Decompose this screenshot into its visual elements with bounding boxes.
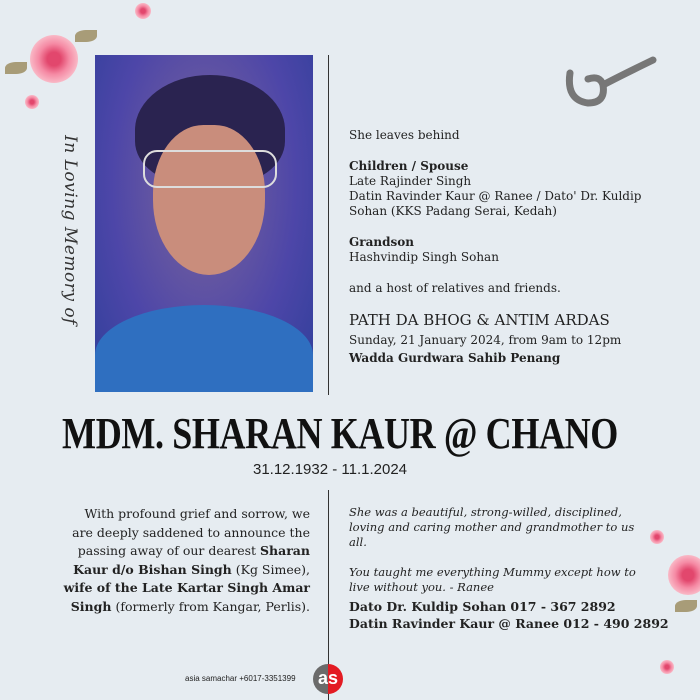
announce-part: (Kg Simee), [231, 561, 310, 577]
contacts [349, 598, 669, 632]
rose-decoration [30, 35, 78, 83]
contact-item: Dato Dr. Kuldip Sohan 017 - 367 2892 [349, 599, 616, 614]
relatives-text: and a host of relatives and friends. [349, 281, 561, 295]
tribute-line: You taught me everything Mummy except how to live without you. - Ranee [349, 565, 636, 594]
life-dates: 31.12.1932 - 11.1.2024 [252, 461, 408, 478]
child-item: Datin Ravinder Kaur @ Ranee / Dato' Dr. Kuldip [349, 189, 642, 203]
event-title: PATH DA BHOG & ANTIM ARDAS [349, 311, 610, 329]
in-loving-memory-text: In Loving Memory of [60, 135, 80, 325]
grandson-heading: Grandson [349, 235, 414, 249]
announce-bold: Sharan Kaur d/o Bishan Singh [73, 543, 310, 577]
khanda-icon [558, 55, 658, 125]
portrait-photo [95, 55, 313, 392]
child-item: Late Rajinder Singh [349, 174, 472, 188]
event-datetime: Sunday, 21 January 2024, from 9am to 12pm [349, 333, 622, 347]
tribute-line: She was a beautiful, strong-willed, disciplined, loving and caring mother and grandmother to us all. [349, 505, 635, 549]
publisher-credit: asia samachar +6017-3351399 [185, 674, 296, 683]
divider-line [328, 55, 329, 395]
rose-decoration [650, 530, 664, 544]
rose-decoration [135, 3, 151, 19]
tribute-text [349, 505, 649, 595]
rose-decoration [25, 95, 39, 109]
leaf-decoration [75, 30, 97, 42]
announce-part: (formerly from Kangar, Perlis). [111, 598, 310, 614]
deceased-name: MDM. SHARAN KAUR @ CHANO [62, 409, 618, 458]
leaf-decoration [5, 62, 27, 74]
child-item: Sohan (KKS Padang Serai, Kedah) [349, 204, 557, 218]
announcement-text [60, 505, 310, 616]
grandson-name: Hashvindip Singh Sohan [349, 250, 499, 264]
leaf-decoration [675, 600, 697, 612]
event-venue: Wadda Gurdwara Sahib Penang [349, 351, 561, 365]
rose-decoration [668, 555, 700, 595]
rose-decoration [660, 660, 674, 674]
asia-samachar-logo: as [313, 664, 343, 694]
children-heading: Children / Spouse [349, 159, 469, 173]
announce-bold: wife of the Late Kartar Singh Amar Singh [63, 580, 310, 614]
leaves-behind: She leaves behind [349, 128, 460, 142]
contact-item: Datin Ravinder Kaur @ Ranee 012 - 490 2892 [349, 616, 669, 631]
children-list [349, 174, 641, 219]
announce-part: With profound grief and sorrow, we are deeply saddened to announce the passing away of our dearest [72, 506, 310, 558]
